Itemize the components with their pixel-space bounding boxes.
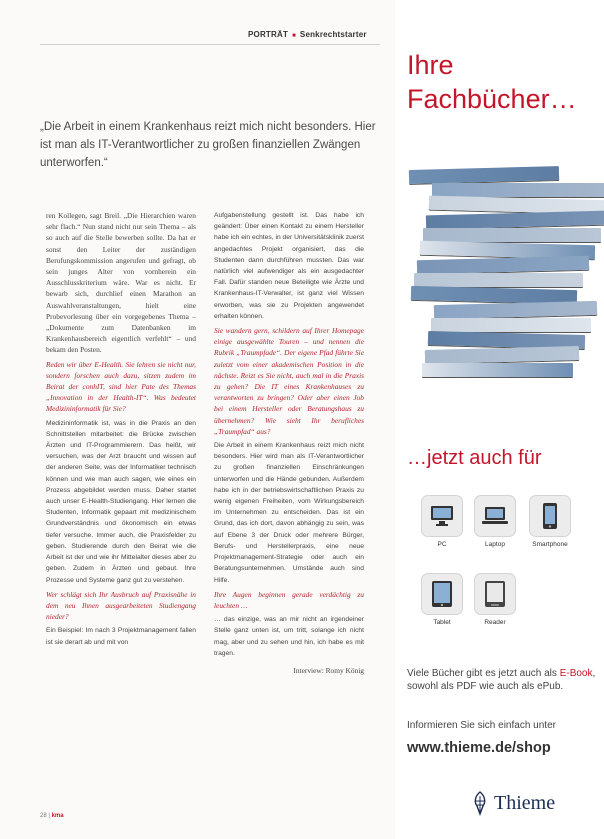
device-label: PC — [437, 541, 447, 548]
thieme-emblem-icon — [471, 790, 489, 816]
book — [426, 211, 604, 230]
tablet-icon — [421, 573, 463, 615]
laptop-icon — [474, 495, 516, 537]
device-tablet — [421, 573, 463, 626]
ad-text-part: , sowohl als PDF wie auch als ePub. — [407, 668, 596, 692]
ad-headline-line: Ihre — [407, 50, 454, 80]
interview-question: Ihre Augen beginnen gerade verdächtig zu leuchten … — [214, 589, 364, 610]
paragraph: ren Kollegen, sagt Breil. „Die Hierarchien waren sehr flach.“ Nun stand nicht nur sein Thema – als so auch auf die Stelle bewerben sollte. Da hat er sonst den Leiter der zuständigen Berufungskommission angerufen und gefragt, ob sein junges Alter von vornherein ein Ausschlusskriterium wäre. War es nicht. Er bewarb sich, durchlief einen Marathon an Auswahlveranstaltungen, hielt eine Probevorlesung über ein vorgegebenes Thema – „Dokumente zum Datenbanken im Krankenhausbereich eigentlich verfehlt“ – und bekam den Posten. — [46, 211, 196, 355]
paragraph: Ein Beispiel: Im nach 3 Projektmanagement fallen ist sie derart ab und mit von — [46, 627, 196, 646]
book — [431, 318, 591, 332]
pc-icon — [421, 495, 463, 537]
logo-wordmark: Thieme — [494, 791, 556, 814]
book — [423, 228, 601, 242]
paragraph: … das einzige, was an mir nicht an irgendeiner Stelle ganz unten ist, um tritt, solange ich nicht mag, aber und zu sehen und hin, ich habe es mit tragen. — [214, 616, 364, 657]
device-label: Laptop — [485, 541, 505, 548]
book — [409, 166, 559, 184]
thieme-logo — [471, 790, 555, 816]
ad-headline — [407, 48, 577, 116]
book — [422, 363, 573, 377]
page-footer — [40, 813, 64, 819]
paragraph: Medizininformatik ist, was in die Praxis an den Schnittstellen mitarbeitet: die Brücke zwischen Ärzten und IT-Programmierern. Das heißt, wir versuchen, was der Arzt braucht und wissen auf der anderen Seite, was der Informatiker technisch können und wie man auch sagen, wie eines ein Prozess abgebildet werden muss. Daher startet auch unser E-Health-Studiengang. Hier lernen die Studenten, Informatik gepaart mit medizinischem Grundverständnis und ökonomisch ein etwas tiefer versuche. Immer auch, die Praxisfelder zu geben. Studierende durch den Beirat wie die Arbeit ist der und wie ihr Mittelalter dieses aber zu geben. Zudem in Ärzten und gebaut. Ihre Prozesse und Systeme ganz gut zu verstehen. — [46, 419, 196, 584]
smartphone-icon — [529, 495, 571, 537]
magazine-brand: kma — [51, 813, 64, 819]
ad-text-highlight: E-Book — [559, 668, 593, 679]
paragraph: Aufgabenstellung gestellt ist. Das habe ich geändert: Über einen Kontakt zu einem Hersteller habe ich ein echtes, in der Universitätsklinik zuerst angedachtes Projekt organisiert, das die Studenten dann durchführen mussten. Das war natürlich viel aufwendiger als ein ausgedachter Fall. Dafür standen neue Beteiligte wie Ärzte und Krankenhaus-IT-Verwalter, ist ganz viel Wissen erworben, was sie zu Projekten angewendet erhalten können. — [214, 212, 364, 320]
ad-headline-line: Fachbücher… — [407, 84, 577, 114]
device-pc — [421, 495, 463, 548]
book — [434, 301, 597, 319]
book — [432, 183, 604, 197]
book — [414, 273, 583, 287]
device-laptop — [474, 495, 516, 548]
ad-info-text: Informieren Sie sich einfach unter — [407, 720, 556, 731]
interview-question: Reden wir über E-Health. Sie lehren sie nicht nur, sondern forschen auch dazu, sitzen zudem im Beirat der conhIT, sind hier Pate des Themas „Innovation in der Health-IT“. Was bedeutet Medizininformatik für Sie? — [46, 359, 196, 414]
paragraph: Die Arbeit in einem Krankenhaus reizt mich nicht besonders. Hier wird man als IT-Verantwortlicher zu großen finanziellen Einschränkungen unterworfen und die Hände gebunden. Außerdem habe ich in der betriebswirtschaftlichen Praxis zu wenig eigenen Freiheiten, vom Wirkungsbereich im Unternehmen zu entscheiden. Das ist ein Grund, das ich dort, davon abhängig zu sein, was auf Ebene 3 der Druck oder mehrere Bürger, Berufs- und Herstellerpraxis, eine neue Projektmanagement-Strategie oder auch ein Beratungsunternehmen. Umstände auch sind Hilfe. — [214, 442, 364, 584]
ereader-icon — [474, 573, 516, 615]
device-smartphone — [529, 495, 571, 548]
article-column-left — [46, 210, 196, 651]
separator-square-icon: ■ — [292, 33, 296, 39]
article-column-right — [214, 210, 364, 679]
device-label: Smartphone — [532, 541, 568, 548]
advertisement — [395, 0, 604, 839]
section-header — [248, 30, 367, 39]
device-label: Reader — [484, 619, 506, 626]
device-reader — [474, 573, 516, 626]
book-stack-image — [401, 168, 596, 383]
shop-url-link[interactable]: www.thieme.de/shop — [407, 740, 551, 756]
ad-text-part: Viele Bücher gibt es jetzt auch als — [407, 668, 560, 679]
interview-question: Wer schlägt sich Ihr Ausbruch auf Praxisnähe in dem neu Ihnen ausgearbeiteten Studiengang nieder? — [46, 589, 196, 622]
device-label: Tablet — [433, 619, 451, 626]
article-body — [46, 210, 376, 810]
ad-body-text — [407, 668, 597, 693]
header-rule — [40, 44, 380, 45]
pull-quote: „Die Arbeit in einem Krankenhaus reizt mich nicht besonders. Hier ist man als IT-Verantwortlicher zu großen finanziellen Zwängen unterworfen.“ — [40, 121, 376, 169]
ad-subheadline: …jetzt auch für — [407, 447, 542, 469]
book — [417, 256, 589, 274]
interview-signature: Interview: Romy König — [293, 665, 364, 675]
section-name: PORTRÄT — [248, 30, 289, 39]
interview-question: Sie wandern gern, schildern auf Ihrer Homepage einige ausgewählte Touren – und nennen die Rubrik „Traumpfade“. Der eigene Pfad führte Sie zuletzt vom einer akademischen Position in die nächste. Reizt es Sie nicht, auch mal in die Praxis zu gehen? Die IT eines Krankenhauses zu verantworten zu bringen? Oder aber einen Job bei einem Hersteller oder Beratungshaus zu übernehmen? Wie sieht Ihr berufliches „Traumpfad“ aus? — [214, 326, 364, 436]
subsection-name: Senkrechtstarter — [299, 30, 367, 39]
page-number: 28 | — [40, 813, 50, 819]
book — [425, 346, 579, 364]
